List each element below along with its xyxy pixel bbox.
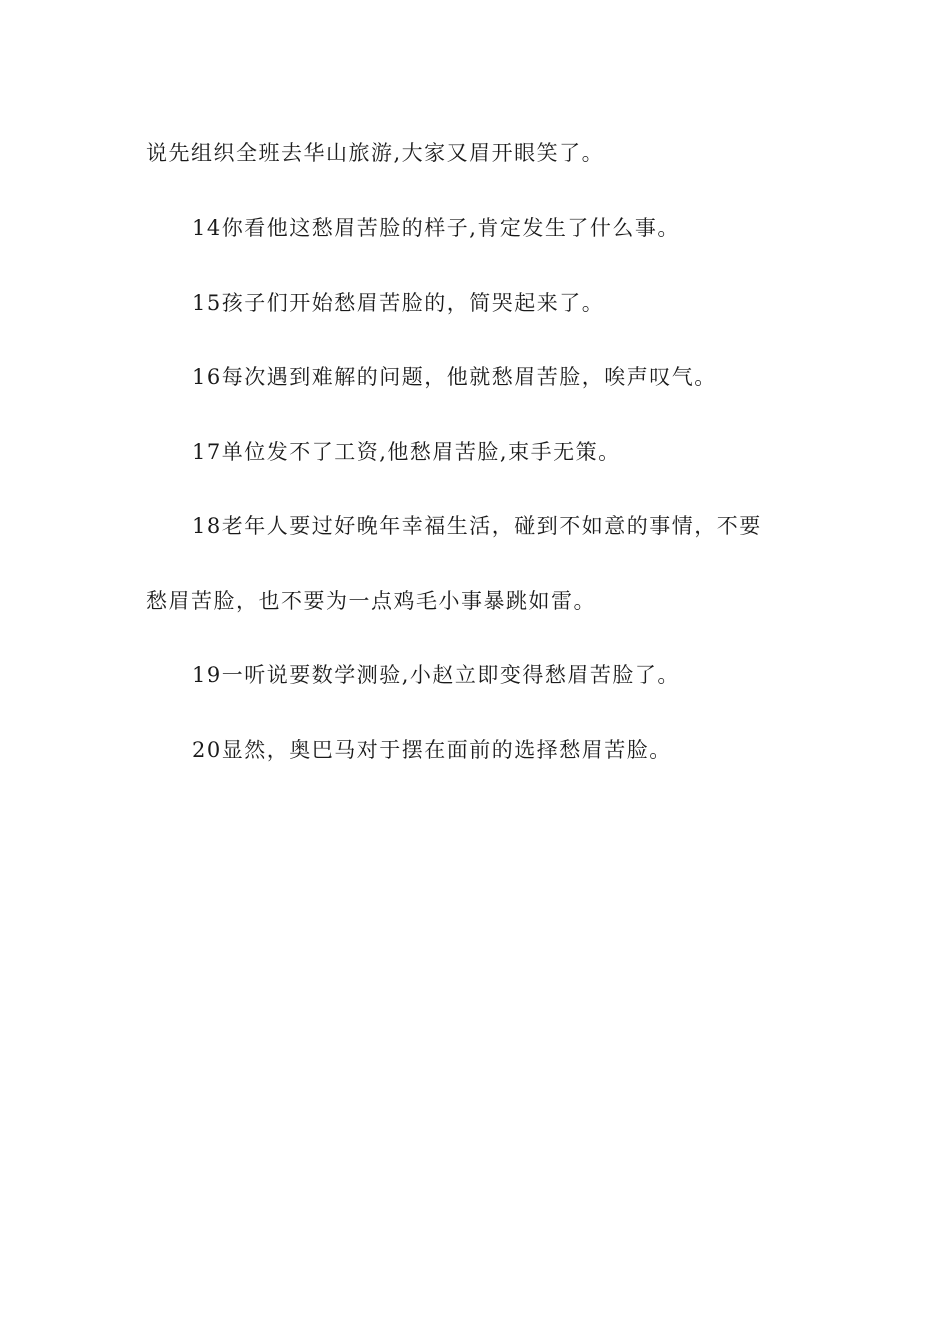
sentence-19: 19一听说要数学测验,小赵立即变得愁眉苦脸了。 [192,663,680,687]
sentence-16: 16每次遇到难解的问题，他就愁眉苦脸，唉声叹气。 [192,365,717,389]
sentence-18-part2: 愁眉苦脸，也不要为一点鸡毛小事暴跳如雷。 [146,589,596,613]
sentence-18-part1: 18老年人要过好晚年幸福生活，碰到不如意的事情，不要 [192,514,762,538]
sentence-17: 17单位发不了工资,他愁眉苦脸,束手无策。 [192,440,621,464]
sentence-15: 15孩子们开始愁眉苦脸的，简哭起来了。 [192,291,605,315]
text-line: 说先组织全班去华山旅游,大家又眉开眼笑了。 [146,141,605,165]
sentence-14: 14你看他这愁眉苦脸的样子,肯定发生了什么事。 [192,216,680,240]
sentence-20: 20显然，奥巴马对于摆在面前的选择愁眉苦脸。 [192,738,672,762]
